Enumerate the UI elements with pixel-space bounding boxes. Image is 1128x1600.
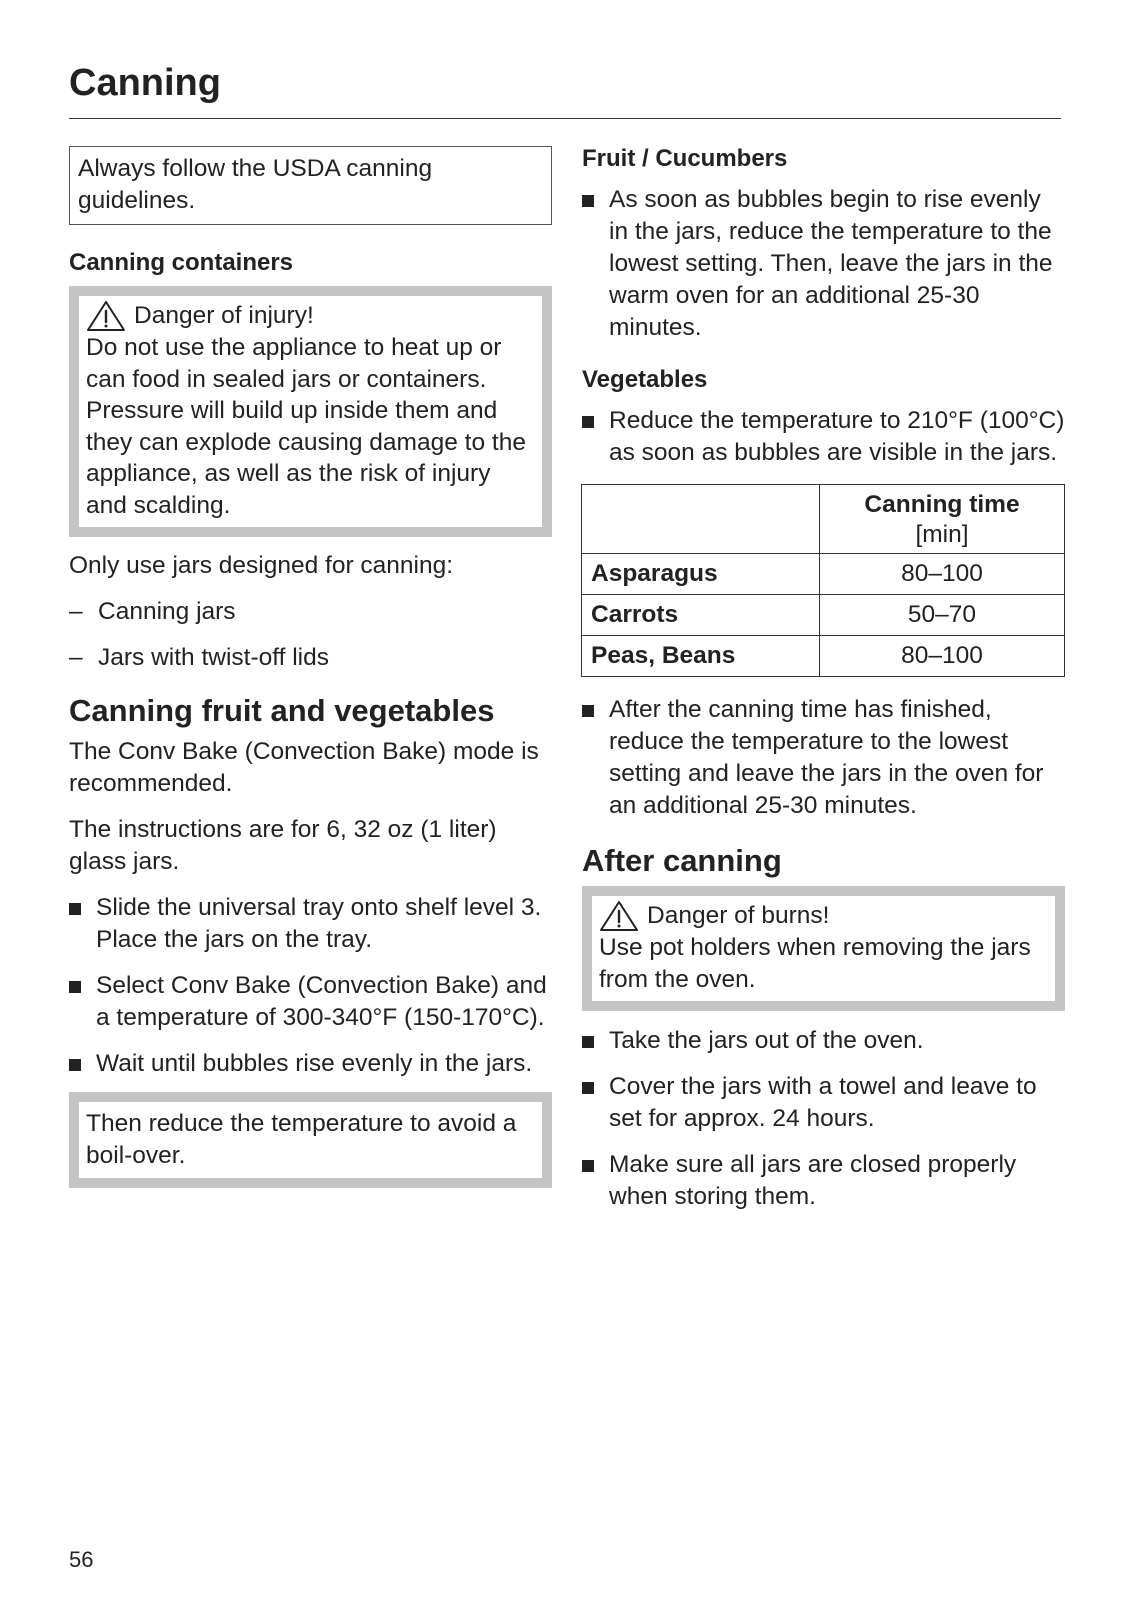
reduce-temperature-note: Then reduce the temperature to avoid a boil-over. xyxy=(69,1092,552,1188)
list-item: After the canning time has finished, reduce the temperature to the lowest setting and leave the jars in the oven for an additional 25-30 minutes. xyxy=(582,694,1065,822)
page-title: Canning xyxy=(69,62,221,104)
mode-recommendation-text: The Conv Bake (Convection Bake) mode is recommended. xyxy=(69,738,539,797)
after-canning-heading: After canning xyxy=(582,843,782,878)
table-cell-time: 80–100 xyxy=(820,554,1065,595)
usda-note-box xyxy=(69,146,552,225)
after-canning-steps-list xyxy=(582,1025,1065,1213)
after-time-steps-list xyxy=(582,694,1065,822)
table-header-canning-time: Canning time [min] xyxy=(820,485,1065,554)
jar-type-list xyxy=(69,596,552,674)
table-row xyxy=(582,595,1065,636)
title-divider xyxy=(69,118,1061,119)
list-item: Select Conv Bake (Convection Bake) and a temperature of 300-340°F (150-170°C). xyxy=(69,970,552,1034)
jar-size-text: The instructions are for 6, 32 oz (1 liter) glass jars. xyxy=(69,816,497,875)
list-item: Take the jars out of the oven. xyxy=(582,1025,1065,1057)
list-item: As soon as bubbles begin to rise evenly in the jars, reduce the temperature to the lowest setting. Then, leave the jars in the warm oven for an additional 25-30 minutes. xyxy=(582,184,1065,344)
left-column xyxy=(69,146,552,1188)
canning-fruit-vegetables-heading: Canning fruit and vegetables xyxy=(69,693,495,728)
fruit-steps-list xyxy=(582,184,1065,344)
list-item: – Canning jars xyxy=(69,598,236,625)
table-header-row xyxy=(582,485,1065,554)
danger-injury-box xyxy=(69,286,552,537)
danger-burns-box xyxy=(582,886,1065,1011)
danger-injury-title: Danger of injury! xyxy=(134,302,314,330)
table-cell-food: Peas, Beans xyxy=(582,636,820,677)
list-item: Make sure all jars are closed properly when storing them. xyxy=(582,1149,1065,1213)
warning-triangle-icon xyxy=(599,900,639,932)
danger-burns-body: Use pot holders when removing the jars from the oven. xyxy=(599,934,1031,993)
danger-burns-title: Danger of burns! xyxy=(647,902,830,930)
jars-intro-text: Only use jars designed for canning: xyxy=(69,552,454,579)
table-row xyxy=(582,636,1065,677)
page-number: 56 xyxy=(69,1547,94,1572)
warning-triangle-icon xyxy=(86,300,126,332)
table-cell-time: 80–100 xyxy=(820,636,1065,677)
fruit-cucumbers-heading: Fruit / Cucumbers xyxy=(582,145,788,172)
table-row xyxy=(582,554,1065,595)
usda-note-text: Always follow the USDA canning guidelines. xyxy=(78,155,433,214)
list-item: Reduce the temperature to 210°F (100°C) as soon as bubbles are visible in the jars. xyxy=(582,405,1065,469)
vegetable-steps-list xyxy=(582,405,1065,469)
list-item: Wait until bubbles rise evenly in the jars. xyxy=(69,1048,552,1080)
table-cell-food: Asparagus xyxy=(582,554,820,595)
table-cell-time: 50–70 xyxy=(820,595,1065,636)
right-column xyxy=(582,144,1065,1213)
danger-injury-body: Do not use the appliance to heat up or can food in sealed jars or containers. Pressure will build up inside them and they can explode causing damage to the appliance, as well as the risk of injury and scalding. xyxy=(86,334,526,519)
list-item: Slide the universal tray onto shelf level 3. Place the jars on the tray. xyxy=(69,892,552,956)
canning-steps-list xyxy=(69,892,552,1080)
list-item: Cover the jars with a towel and leave to set for approx. 24 hours. xyxy=(582,1071,1065,1135)
table-cell-food: Carrots xyxy=(582,595,820,636)
list-item: – Jars with twist-off lids xyxy=(69,644,329,671)
vegetables-heading: Vegetables xyxy=(582,366,708,393)
canning-containers-heading: Canning containers xyxy=(69,249,294,276)
canning-time-table xyxy=(581,484,1065,677)
table-header-empty xyxy=(582,485,820,554)
